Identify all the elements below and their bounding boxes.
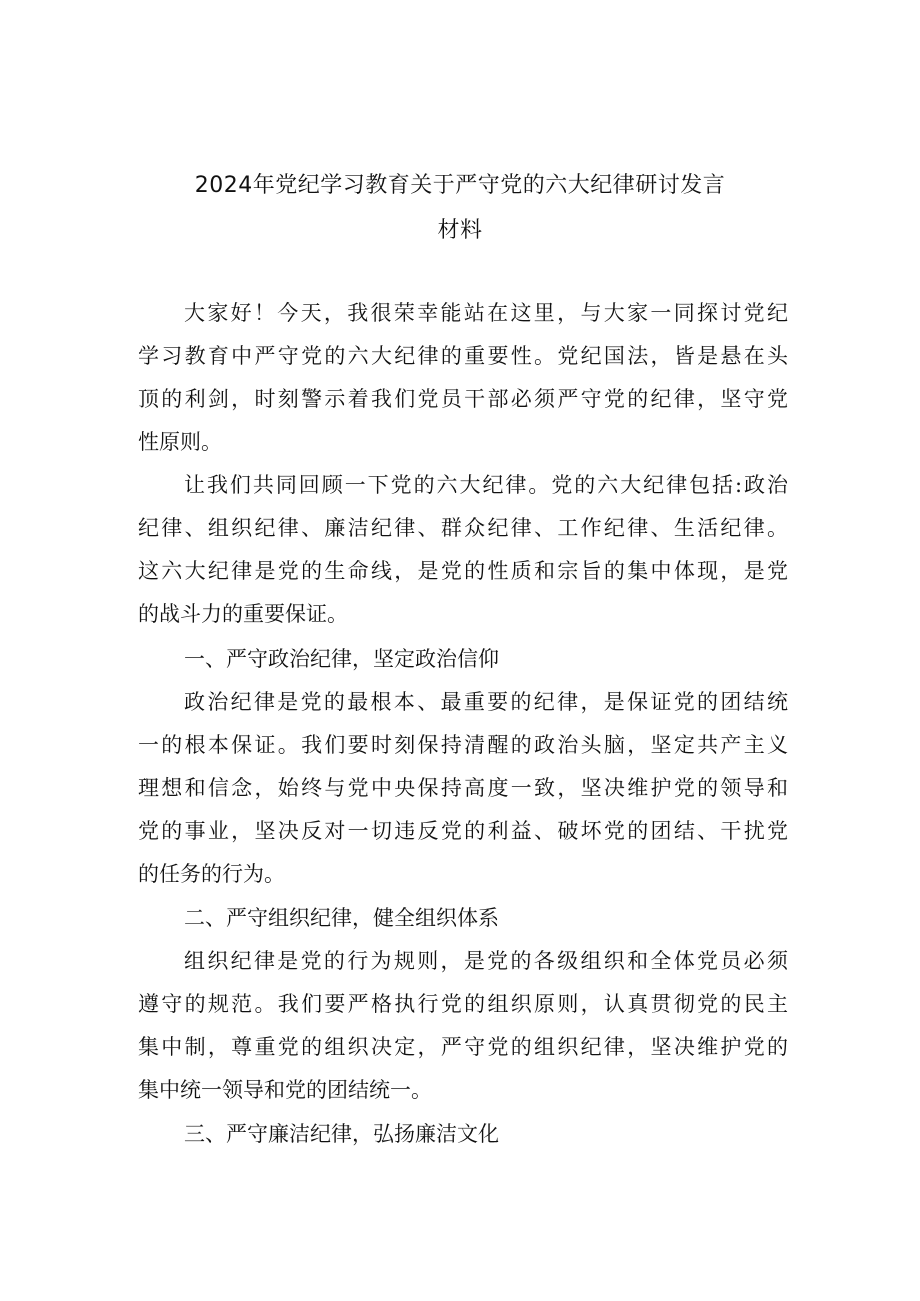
paragraph-line: 集中制，尊重党的组织决定，严守党的组织纪律，坚决维护党的 (138, 1035, 788, 1059)
section-heading: 二、严守组织纪律，健全组织体系 (184, 906, 499, 930)
paragraph-line: 性原则。 (138, 430, 222, 454)
paragraph-line: 遵守的规范。我们要严格执行党的组织原则，认真贯彻党的民主 (138, 992, 788, 1016)
paragraph-line: 这六大纪律是党的生命线，是党的性质和宗旨的集中体现，是党 (138, 559, 788, 583)
document-title-line-2: 材料 (437, 218, 483, 243)
paragraph-line: 集中统一领导和党的团结统一。 (138, 1078, 432, 1102)
paragraph-line: 学习教育中严守党的六大纪律的重要性。党纪国法，皆是悬在头 (138, 344, 788, 368)
paragraph-line: 一的根本保证。我们要时刻保持清醒的政治头脑，坚定共产主义 (138, 733, 788, 757)
section-heading: 三、严守廉洁纪律，弘扬廉洁文化 (184, 1122, 499, 1146)
paragraph-line: 的任务的行为。 (138, 862, 285, 886)
paragraph-line: 让我们共同回顾一下党的六大纪律。党的六大纪律包括:政治 (184, 473, 788, 497)
paragraph-line: 党的事业，坚决反对一切违反党的利益、破坏党的团结、干扰党 (138, 819, 788, 843)
paragraph-line: 顶的利剑，时刻警示着我们党员干部必须严守党的纪律，坚守党 (138, 387, 788, 411)
paragraph-line: 理想和信念，始终与党中央保持高度一致，坚决维护党的领导和 (138, 776, 788, 800)
paragraph-line: 组织纪律是党的行为规则，是党的各级组织和全体党员必须 (184, 949, 788, 973)
paragraph-line: 政治纪律是党的最根本、最重要的纪律，是保证党的团结统 (184, 690, 788, 714)
document-title-line-1: 2024年党纪学习教育关于严守党的六大纪律研讨发言 (194, 173, 726, 198)
paragraph-line: 大家好！今天，我很荣幸能站在这里，与大家一同探讨党纪 (184, 301, 788, 325)
paragraph-line: 的战斗力的重要保证。 (138, 602, 348, 626)
section-heading: 一、严守政治纪律，坚定政治信仰 (184, 647, 499, 671)
paragraph-line: 纪律、组织纪律、廉洁纪律、群众纪律、工作纪律、生活纪律。 (138, 516, 788, 540)
